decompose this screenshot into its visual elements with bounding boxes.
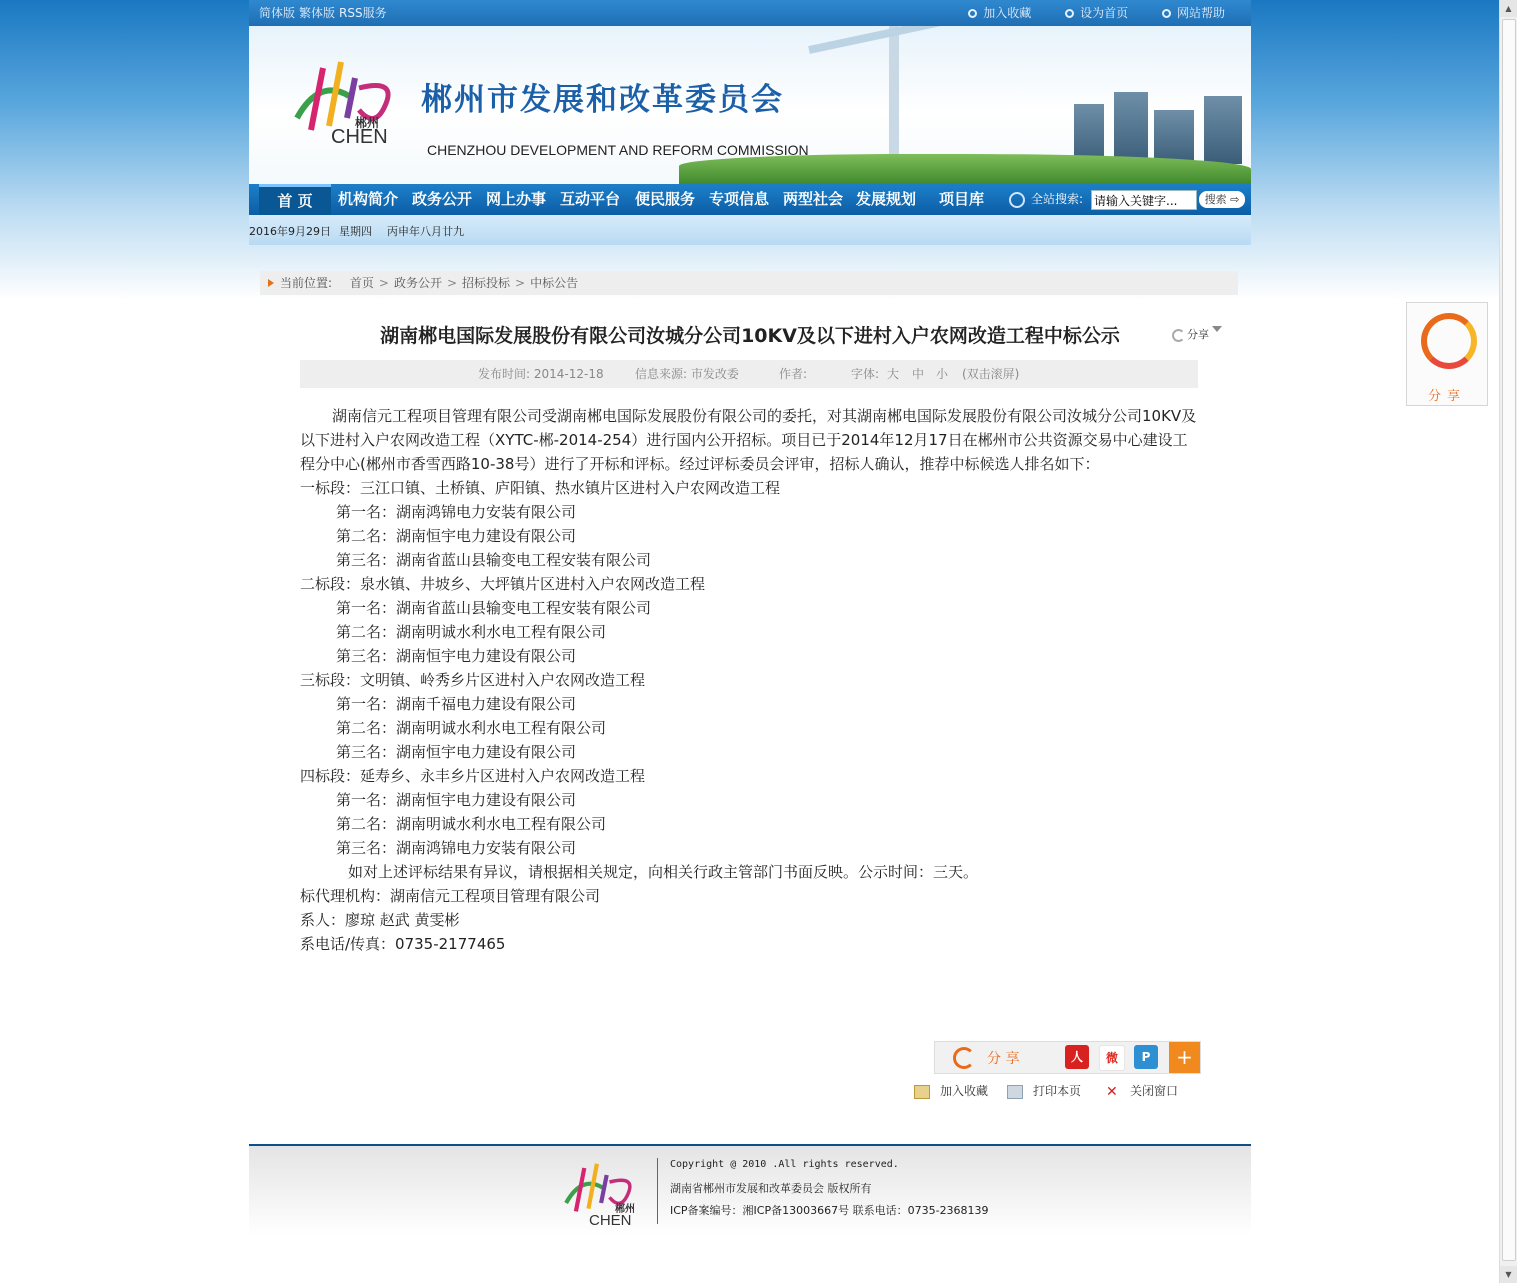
section-heading: 一标段：三江口镇、土桥镇、庐阳镇、热水镇片区进村入户农网改造工程 xyxy=(300,479,781,497)
nav-about[interactable]: 机构简介 xyxy=(338,190,399,208)
header-banner xyxy=(249,26,1251,184)
date-bar xyxy=(249,215,1251,245)
share-logo-icon xyxy=(1421,313,1477,369)
share-icon xyxy=(1172,329,1185,342)
candidate-line: 第二名：湖南明诚水利水电工程有限公司 xyxy=(336,719,607,737)
footer-owner: 湖南省郴州市发展和改革委员会 版权所有 xyxy=(670,1182,872,1195)
set-home-link[interactable]: 设为首页 xyxy=(1065,6,1128,20)
logo-en-text: CHEN xyxy=(331,126,388,148)
floating-share-button[interactable] xyxy=(1406,302,1488,406)
font-large-link[interactable]: 大 xyxy=(887,367,900,381)
publish-time: 发布时间: 2014-12-18 xyxy=(478,367,604,381)
nav-project-library[interactable]: 项目库 xyxy=(939,190,985,208)
chevron-right-icon: > xyxy=(446,276,458,290)
footer-logo-cn: 郴州 xyxy=(615,1204,635,1215)
candidate-line: 第二名：湖南明诚水利水电工程有限公司 xyxy=(336,623,607,641)
nav-development-planning[interactable]: 发展规划 xyxy=(856,190,917,208)
section-heading: 四标段：延寿乡、永丰乡片区进村入户农网改造工程 xyxy=(300,767,646,785)
breadcrumb-label: 当前位置: xyxy=(280,276,333,290)
more-share-button[interactable]: + xyxy=(1169,1042,1200,1073)
circle-icon xyxy=(1065,9,1074,18)
chevron-down-icon xyxy=(1212,326,1222,332)
tencent-weibo-icon[interactable]: P xyxy=(1134,1045,1158,1069)
crane-arm-decoration xyxy=(808,26,1240,54)
nav-public-services[interactable]: 便民服务 xyxy=(635,190,696,208)
scrollbar-thumb[interactable] xyxy=(1502,19,1516,1261)
footer-separator xyxy=(657,1158,658,1224)
chevron-right-icon: > xyxy=(515,276,526,290)
circle-icon xyxy=(1162,9,1171,18)
share-logo-icon xyxy=(953,1047,975,1069)
contact-line: 系人：廖琼 赵武 黄雯彬 xyxy=(300,911,460,929)
breadcrumb-government-affairs[interactable]: 政务公开 xyxy=(393,276,442,290)
footer-logo-en: CHEN xyxy=(589,1212,632,1229)
candidate-line: 第二名：湖南明诚水利水电工程有限公司 xyxy=(336,815,607,833)
circle-icon xyxy=(968,9,977,18)
breadcrumb-award-notice[interactable]: 中标公告 xyxy=(530,276,579,290)
share-bar xyxy=(934,1041,1201,1074)
nav-home[interactable]: 首 页 xyxy=(259,184,331,215)
breadcrumb-bidding[interactable]: 招标投标 xyxy=(462,276,511,290)
nav-online-services[interactable]: 网上办事 xyxy=(486,190,547,208)
nav-special-info[interactable]: 专项信息 xyxy=(709,190,770,208)
breadcrumb xyxy=(260,271,1238,295)
footer-icp: ICP备案编号：湘ICP备13003667号 联系电话：0735-2368139 xyxy=(670,1204,989,1217)
info-source: 信息来源: 市发改委 xyxy=(635,367,739,381)
weibo-icon[interactable]: 微 xyxy=(1099,1045,1125,1071)
font-medium-link[interactable]: 中 xyxy=(912,367,925,381)
close-icon: ✕ xyxy=(1106,1083,1118,1100)
grass-decoration xyxy=(679,154,1251,184)
article-intro: 湖南信元工程项目管理有限公司受湖南郴电国际发展股份有限公司的委托，对其湖南郴电国际发展股份有限公司汝城分公司10KV及以下进村入户农网改造工程（XYTC-郴-2014-254）进行国内公开招标。项目已于2014年12月17日在郴州市公共资源交易中心建设工程分中心(郴州市香雪西路10-38号）进行了开标和评标。经过评标委员会评审，招标人确认，推荐中标候选人排名如下： xyxy=(300,407,1197,473)
building-decoration xyxy=(1114,92,1148,164)
share-bar-label: 分 享 xyxy=(987,1051,1020,1067)
folder-icon xyxy=(914,1085,930,1099)
chevron-right-icon: > xyxy=(378,276,389,290)
search-button[interactable]: 搜索 ⇨ xyxy=(1199,191,1245,208)
share-dropdown[interactable]: 分享 xyxy=(1172,326,1222,342)
print-action[interactable]: 打印本页 xyxy=(1007,1082,1081,1099)
current-weekday: 星期四 xyxy=(339,225,372,238)
footer-copyright: Copyright @ 2010 .All rights reserved. xyxy=(670,1159,899,1170)
add-favorite-action[interactable]: 加入收藏 xyxy=(914,1082,988,1099)
agency-line: 标代理机构：湖南信元工程项目管理有限公司 xyxy=(300,887,601,905)
nav-government-affairs[interactable]: 政务公开 xyxy=(412,190,473,208)
rss-link[interactable]: RSS服务 xyxy=(339,6,387,20)
font-small-link[interactable]: 小 xyxy=(936,367,949,381)
article-title: 湖南郴电国际发展股份有限公司汝城分公司10KV及以下进村入户农网改造工程中标公示 xyxy=(380,325,1120,347)
simplified-link[interactable]: 简体版 xyxy=(259,6,296,20)
scroll-up-icon[interactable]: ▲ xyxy=(1500,0,1517,17)
section-heading: 三标段：文明镇、岭秀乡片区进村入户农网改造工程 xyxy=(300,671,646,689)
candidate-line: 第三名：湖南恒宇电力建设有限公司 xyxy=(336,647,577,665)
breadcrumb-home[interactable]: 首页 xyxy=(349,276,374,290)
printer-icon xyxy=(1007,1085,1023,1099)
footer xyxy=(249,1146,1251,1236)
site-subtitle: CHENZHOU DEVELOPMENT AND REFORM COMMISSION xyxy=(427,142,809,158)
traditional-link[interactable]: 繁体版 xyxy=(299,6,336,20)
floating-share-label: 分享 xyxy=(1427,389,1466,404)
candidate-line: 第三名：湖南省蓝山县输变电工程安装有限公司 xyxy=(336,551,652,569)
arrow-right-icon: ⇨ xyxy=(1230,193,1240,206)
page-wrapper xyxy=(249,0,1251,245)
main-nav xyxy=(249,184,1251,215)
renren-icon[interactable]: 人 xyxy=(1065,1045,1089,1069)
footer-logo xyxy=(549,1154,649,1234)
candidate-line: 第一名：湖南省蓝山县输变电工程安装有限公司 xyxy=(336,599,652,617)
article-meta xyxy=(300,360,1198,388)
top-bar xyxy=(249,0,1251,26)
search-input[interactable] xyxy=(1091,190,1197,210)
site-title: 郴州市发展和改革委员会 xyxy=(421,82,784,118)
article-body xyxy=(300,404,1200,956)
nav-interaction[interactable]: 互动平台 xyxy=(560,190,621,208)
logo-cn-text: 郴州 xyxy=(355,116,380,130)
candidate-line: 第一名：湖南鸿锦电力安装有限公司 xyxy=(336,503,577,521)
phone-line: 系电话/传真：0735-2177465 xyxy=(300,935,506,953)
scroll-hint: (双击滚屏) xyxy=(962,367,1020,381)
search-label: 全站搜索: xyxy=(1031,192,1084,206)
site-logo[interactable] xyxy=(289,48,399,148)
candidate-line: 第三名：湖南恒宇电力建设有限公司 xyxy=(336,743,577,761)
candidate-line: 第一名：湖南千福电力建设有限公司 xyxy=(336,695,577,713)
search-icon xyxy=(1009,192,1025,208)
section-heading: 二标段：泉水镇、井坡乡、大坪镇片区进村入户农网改造工程 xyxy=(300,575,706,593)
candidate-line: 第三名：湖南鸿锦电力安装有限公司 xyxy=(336,839,577,857)
arrow-right-icon xyxy=(268,279,274,287)
lunar-date: 丙申年八月廿九 xyxy=(387,225,464,238)
scroll-down-icon[interactable]: ▼ xyxy=(1500,1266,1517,1283)
candidate-line: 第一名：湖南恒宇电力建设有限公司 xyxy=(336,791,577,809)
candidate-line: 第二名：湖南恒宇电力建设有限公司 xyxy=(336,527,577,545)
font-size-label: 字体: xyxy=(851,367,880,381)
vertical-scrollbar[interactable] xyxy=(1499,0,1517,1283)
help-link[interactable]: 网站帮助 xyxy=(1162,6,1225,20)
current-date: 2016年9月29日 xyxy=(249,225,331,238)
objection-note: 如对上述评标结果有异议，请根据相关规定，向相关行政主管部门书面反映。公示时间：三天。 xyxy=(348,863,979,881)
author: 作者: xyxy=(779,367,808,381)
building-decoration xyxy=(1154,110,1194,164)
building-decoration xyxy=(1204,96,1242,164)
nav-two-oriented-society[interactable]: 两型社会 xyxy=(783,190,844,208)
add-favorite-link[interactable]: 加入收藏 xyxy=(968,6,1031,20)
close-window-action[interactable]: ✕ 关闭窗口 xyxy=(1106,1083,1179,1100)
